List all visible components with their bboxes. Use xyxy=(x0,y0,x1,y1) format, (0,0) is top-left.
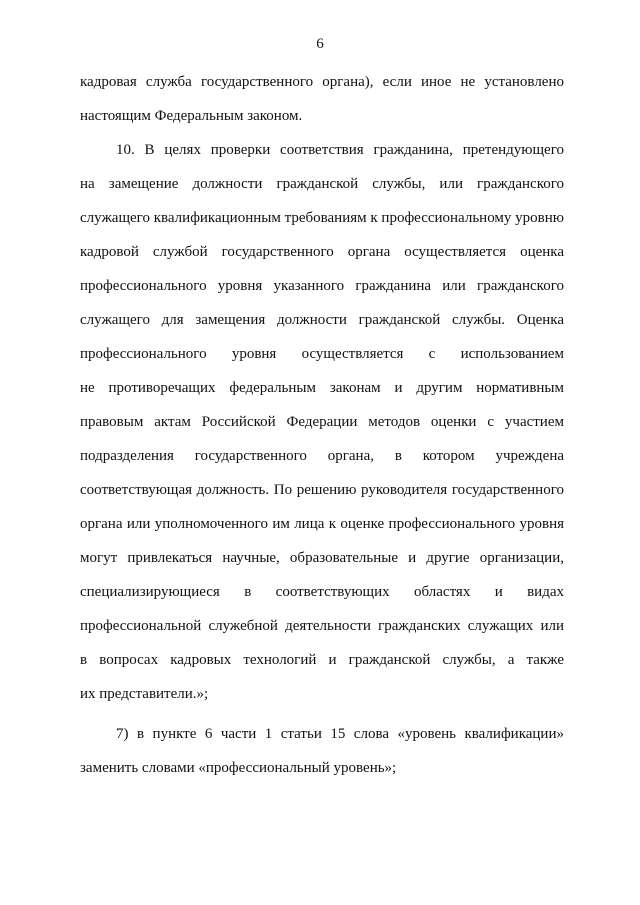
text-line: специализирующиеся в соответствующих областях и видах xyxy=(80,584,564,600)
text-line: кадровая служба государственного органа), если иное не установлено xyxy=(80,74,564,90)
text-line: правовым актам Российской Федерации методов оценки с участием xyxy=(80,414,564,430)
text-line: не противоречащих федеральным законам и другим нормативным xyxy=(80,380,564,396)
text-line: профессиональной служебной деятельности гражданских служащих или xyxy=(80,618,564,634)
text-line: их представители.»; xyxy=(80,686,209,702)
text-line: профессионального уровня указанного гражданина или гражданского xyxy=(80,278,564,294)
text-line: кадровой службой государственного органа осуществляется оценка xyxy=(80,244,564,260)
text-line: соответствующая должность. По решению руководителя государственного xyxy=(80,482,564,498)
text-line: служащего для замещения должности гражданской службы. Оценка xyxy=(80,312,564,328)
text-line: органа или уполномоченного им лица к оценке профессионального уровня xyxy=(80,516,564,532)
text-line: могут привлекаться научные, образовательные и другие организации, xyxy=(80,550,564,566)
page-number: 6 xyxy=(316,36,324,52)
paragraph-start-line: 10. В целях проверки соответствия гражданина, претендующего xyxy=(116,142,564,158)
text-line: подразделения государственного органа, в котором учреждена xyxy=(80,448,564,464)
text-line: настоящим Федеральным законом. xyxy=(80,108,303,124)
text-line: заменить словами «профессиональный уровень»; xyxy=(80,760,397,776)
text-line: профессионального уровня осуществляется с использованием xyxy=(80,346,564,362)
text-line: на замещение должности гражданской службы, или гражданского xyxy=(80,176,564,192)
text-line: служащего квалификационным требованиям к профессиональному уровню xyxy=(80,210,564,226)
paragraph-start-line: 7) в пункте 6 части 1 статьи 15 слова «уровень квалификации» xyxy=(116,726,564,742)
text-line: в вопросах кадровых технологий и гражданской службы, а также xyxy=(80,652,564,668)
